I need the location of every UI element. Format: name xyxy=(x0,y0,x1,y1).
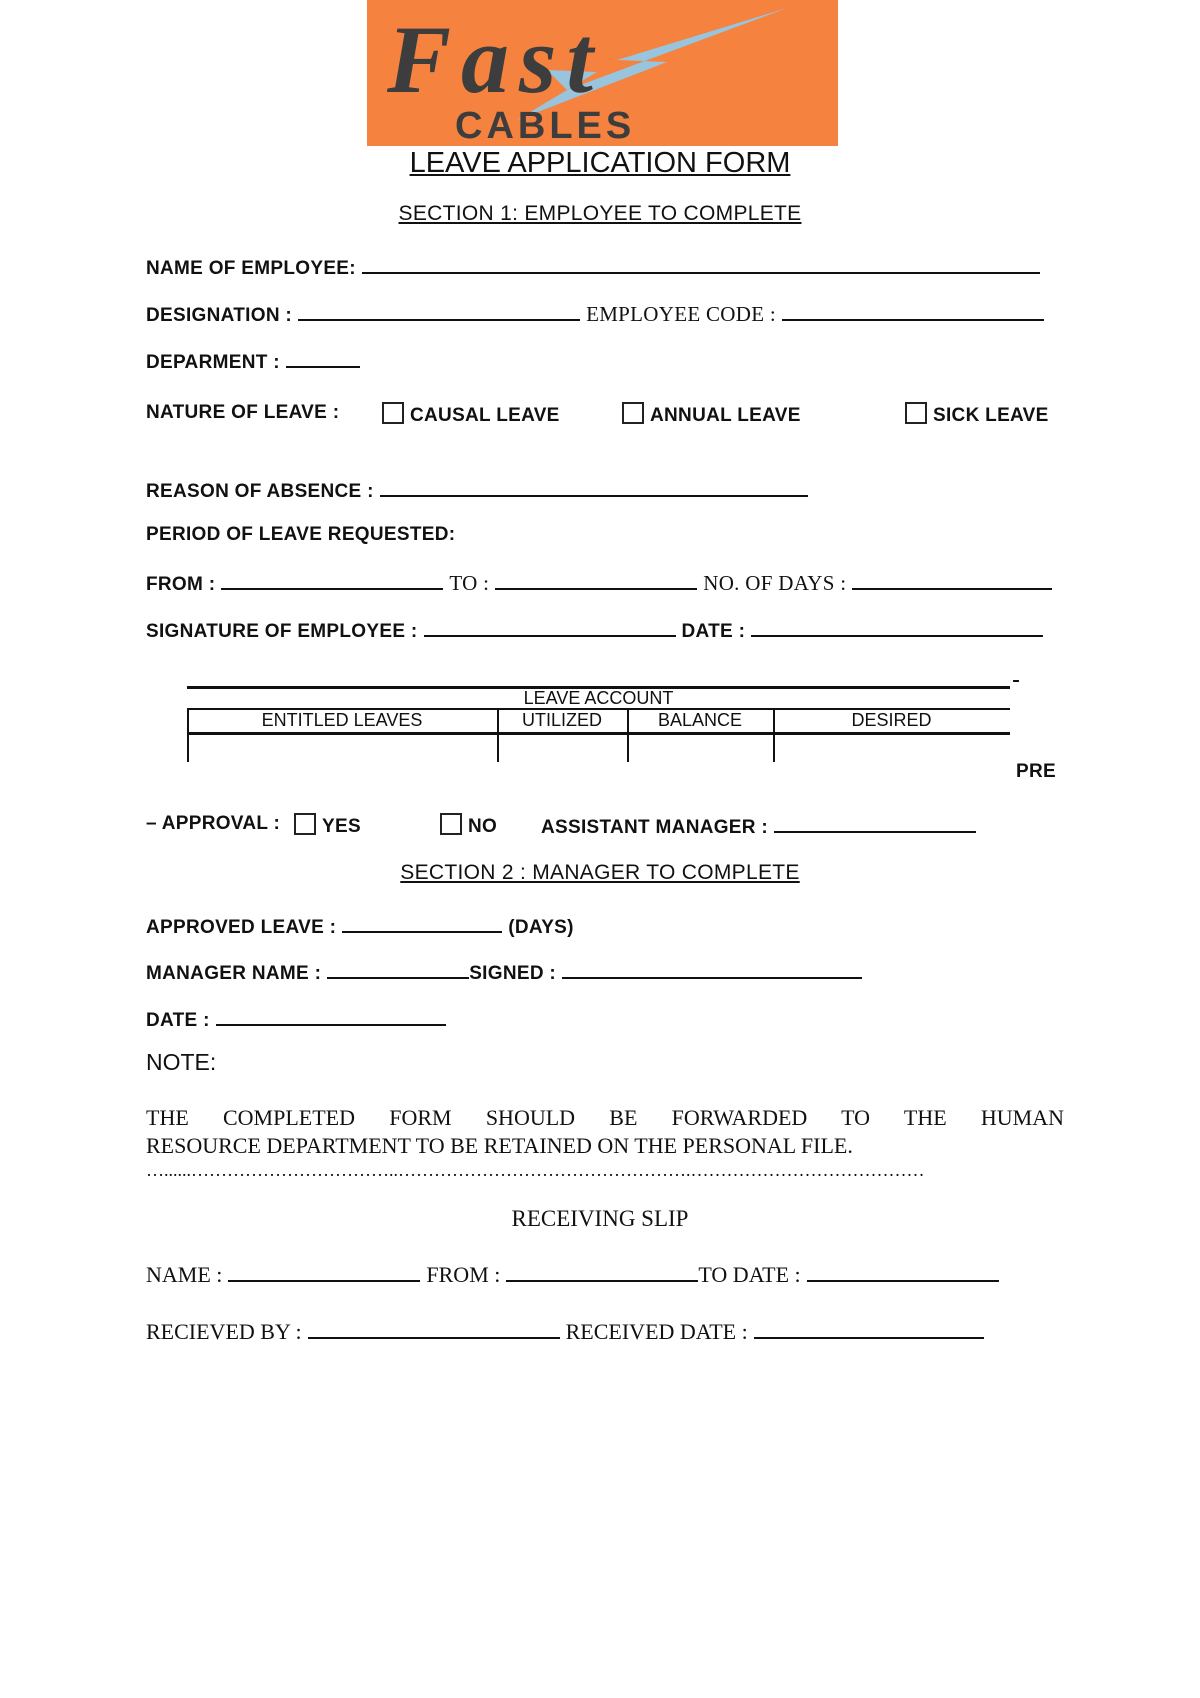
employee-code-label: EMPLOYEE CODE : xyxy=(586,302,777,326)
section2-heading-text: SECTION 2 : MANAGER TO COMPLETE xyxy=(400,861,800,884)
from-field[interactable] xyxy=(221,570,443,590)
column-utilized: UTILIZED xyxy=(521,710,602,730)
manager-date-label: DATE : xyxy=(146,1010,210,1031)
nature-of-leave-text: NATURE OF LEAVE : xyxy=(146,402,340,423)
from-label: FROM : xyxy=(146,574,216,595)
manager-date-row xyxy=(146,1006,452,1032)
approval-label: – APPROVAL : xyxy=(146,813,281,834)
table-dash xyxy=(1013,680,1019,682)
section2-heading xyxy=(0,861,1200,885)
logo-brand-word: Fast xyxy=(387,6,604,113)
causal-leave-checkbox[interactable] xyxy=(382,402,404,424)
approved-leave-row xyxy=(146,913,574,939)
received-date-label: RECEIVED DATE : xyxy=(565,1319,748,1344)
leave-option-sick[interactable] xyxy=(905,402,1049,427)
note-text-line2: RESOURCE DEPARTMENT TO BE RETAINED ON THE PERSONAL FILE. xyxy=(146,1133,853,1158)
days-field[interactable] xyxy=(852,570,1052,590)
reason-row xyxy=(146,477,814,503)
column-balance: BALANCE xyxy=(657,710,743,730)
department-row xyxy=(146,348,366,374)
slip-to-date-field[interactable] xyxy=(807,1262,999,1282)
company-logo xyxy=(367,0,838,146)
signed-field[interactable] xyxy=(562,959,862,979)
employee-name-row xyxy=(146,254,1046,280)
approval-yes-option[interactable] xyxy=(294,813,361,838)
department-label: DEPARMENT : xyxy=(146,352,280,373)
slip-from-label: FROM : xyxy=(426,1262,501,1287)
designation-label: DESIGNATION : xyxy=(146,305,293,326)
sick-leave-label: SICK LEAVE xyxy=(933,405,1049,426)
received-by-label: RECIEVED BY : xyxy=(146,1319,302,1344)
employee-name-field[interactable] xyxy=(362,254,1040,274)
slip-row-1 xyxy=(146,1262,1005,1288)
manager-name-field[interactable] xyxy=(327,959,469,979)
annual-leave-checkbox[interactable] xyxy=(622,402,644,424)
column-desired: DESIRED xyxy=(851,710,932,730)
pre-label: PRE xyxy=(1016,761,1056,782)
approval-no-checkbox[interactable] xyxy=(440,813,462,835)
approved-leave-label: APPROVED LEAVE : xyxy=(146,917,337,938)
period-row xyxy=(146,524,455,546)
slip-name-label: NAME : xyxy=(146,1262,223,1287)
approval-yes-checkbox[interactable] xyxy=(294,813,316,835)
reason-field[interactable] xyxy=(380,477,808,497)
leave-account-title: LEAVE ACCOUNT xyxy=(523,688,674,708)
nature-of-leave-label xyxy=(146,402,339,424)
manager-date-field[interactable] xyxy=(216,1006,446,1026)
date-field[interactable] xyxy=(751,617,1043,637)
designation-field[interactable] xyxy=(298,301,580,321)
page-title xyxy=(0,147,1200,180)
note-heading: NOTE: xyxy=(146,1049,217,1075)
department-field[interactable] xyxy=(286,348,360,368)
assistant-manager-field[interactable] xyxy=(774,813,976,833)
designation-row xyxy=(146,301,1050,327)
employee-name-label: NAME OF EMPLOYEE: xyxy=(146,258,356,279)
approval-row xyxy=(146,813,280,835)
slip-name-field[interactable] xyxy=(228,1262,420,1282)
note-text-line1: THE COMPLETED FORM SHOULD BE FORWARDED TO THE HUMAN xyxy=(146,1105,1064,1130)
signature-field[interactable] xyxy=(424,617,676,637)
approved-leave-field[interactable] xyxy=(342,913,502,933)
signature-row xyxy=(146,617,1049,643)
assistant-manager-row xyxy=(541,813,982,839)
period-label: PERIOD OF LEAVE REQUESTED: xyxy=(146,524,456,545)
page-title-text: LEAVE APPLICATION FORM xyxy=(409,147,791,179)
approval-no-option[interactable] xyxy=(440,813,497,838)
received-date-field[interactable] xyxy=(754,1319,984,1339)
signature-label: SIGNATURE OF EMPLOYEE : xyxy=(146,621,418,642)
date-label: DATE : xyxy=(681,621,746,642)
leave-option-annual[interactable] xyxy=(622,402,801,427)
sick-leave-checkbox[interactable] xyxy=(905,402,927,424)
section1-heading-text: SECTION 1: EMPLOYEE TO COMPLETE xyxy=(398,202,802,225)
manager-name-label: MANAGER NAME : xyxy=(146,963,322,984)
logo-graphic xyxy=(367,0,838,146)
leave-option-causal[interactable] xyxy=(382,402,560,427)
balance-cell[interactable] xyxy=(629,735,771,761)
manager-row xyxy=(146,959,868,985)
slip-from-field[interactable] xyxy=(506,1262,698,1282)
to-label: TO : xyxy=(449,571,490,595)
column-entitled-leaves: ENTITLED LEAVES xyxy=(261,710,423,730)
receiving-slip-heading: RECEIVING SLIP xyxy=(511,1206,689,1231)
section1-heading xyxy=(0,202,1200,226)
approved-days-suffix: (DAYS) xyxy=(508,917,574,938)
slip-to-date-label: TO DATE : xyxy=(698,1262,801,1287)
days-label: NO. OF DAYS : xyxy=(703,571,847,595)
causal-leave-label: CAUSAL LEAVE xyxy=(410,405,560,426)
approval-no-label: NO xyxy=(468,816,498,837)
annual-leave-label: ANNUAL LEAVE xyxy=(650,405,801,426)
reason-label: REASON OF ABSENCE : xyxy=(146,481,374,502)
utilized-cell[interactable] xyxy=(499,735,625,761)
logo-brand-sub: CABLES xyxy=(455,105,636,146)
assistant-manager-label: ASSISTANT MANAGER : xyxy=(541,817,769,838)
note-dotted-separator: …......……………………………..………………………………………….………………………………… xyxy=(146,1160,925,1180)
entitled-leaves-cell[interactable] xyxy=(189,735,495,761)
approval-yes-label: YES xyxy=(322,816,361,837)
slip-row-2 xyxy=(146,1319,990,1345)
from-to-row xyxy=(146,570,1058,596)
received-by-field[interactable] xyxy=(308,1319,560,1339)
signed-label: SIGNED : xyxy=(469,963,557,984)
desired-cell[interactable] xyxy=(775,735,1007,761)
employee-code-field[interactable] xyxy=(782,301,1044,321)
to-field[interactable] xyxy=(495,570,697,590)
